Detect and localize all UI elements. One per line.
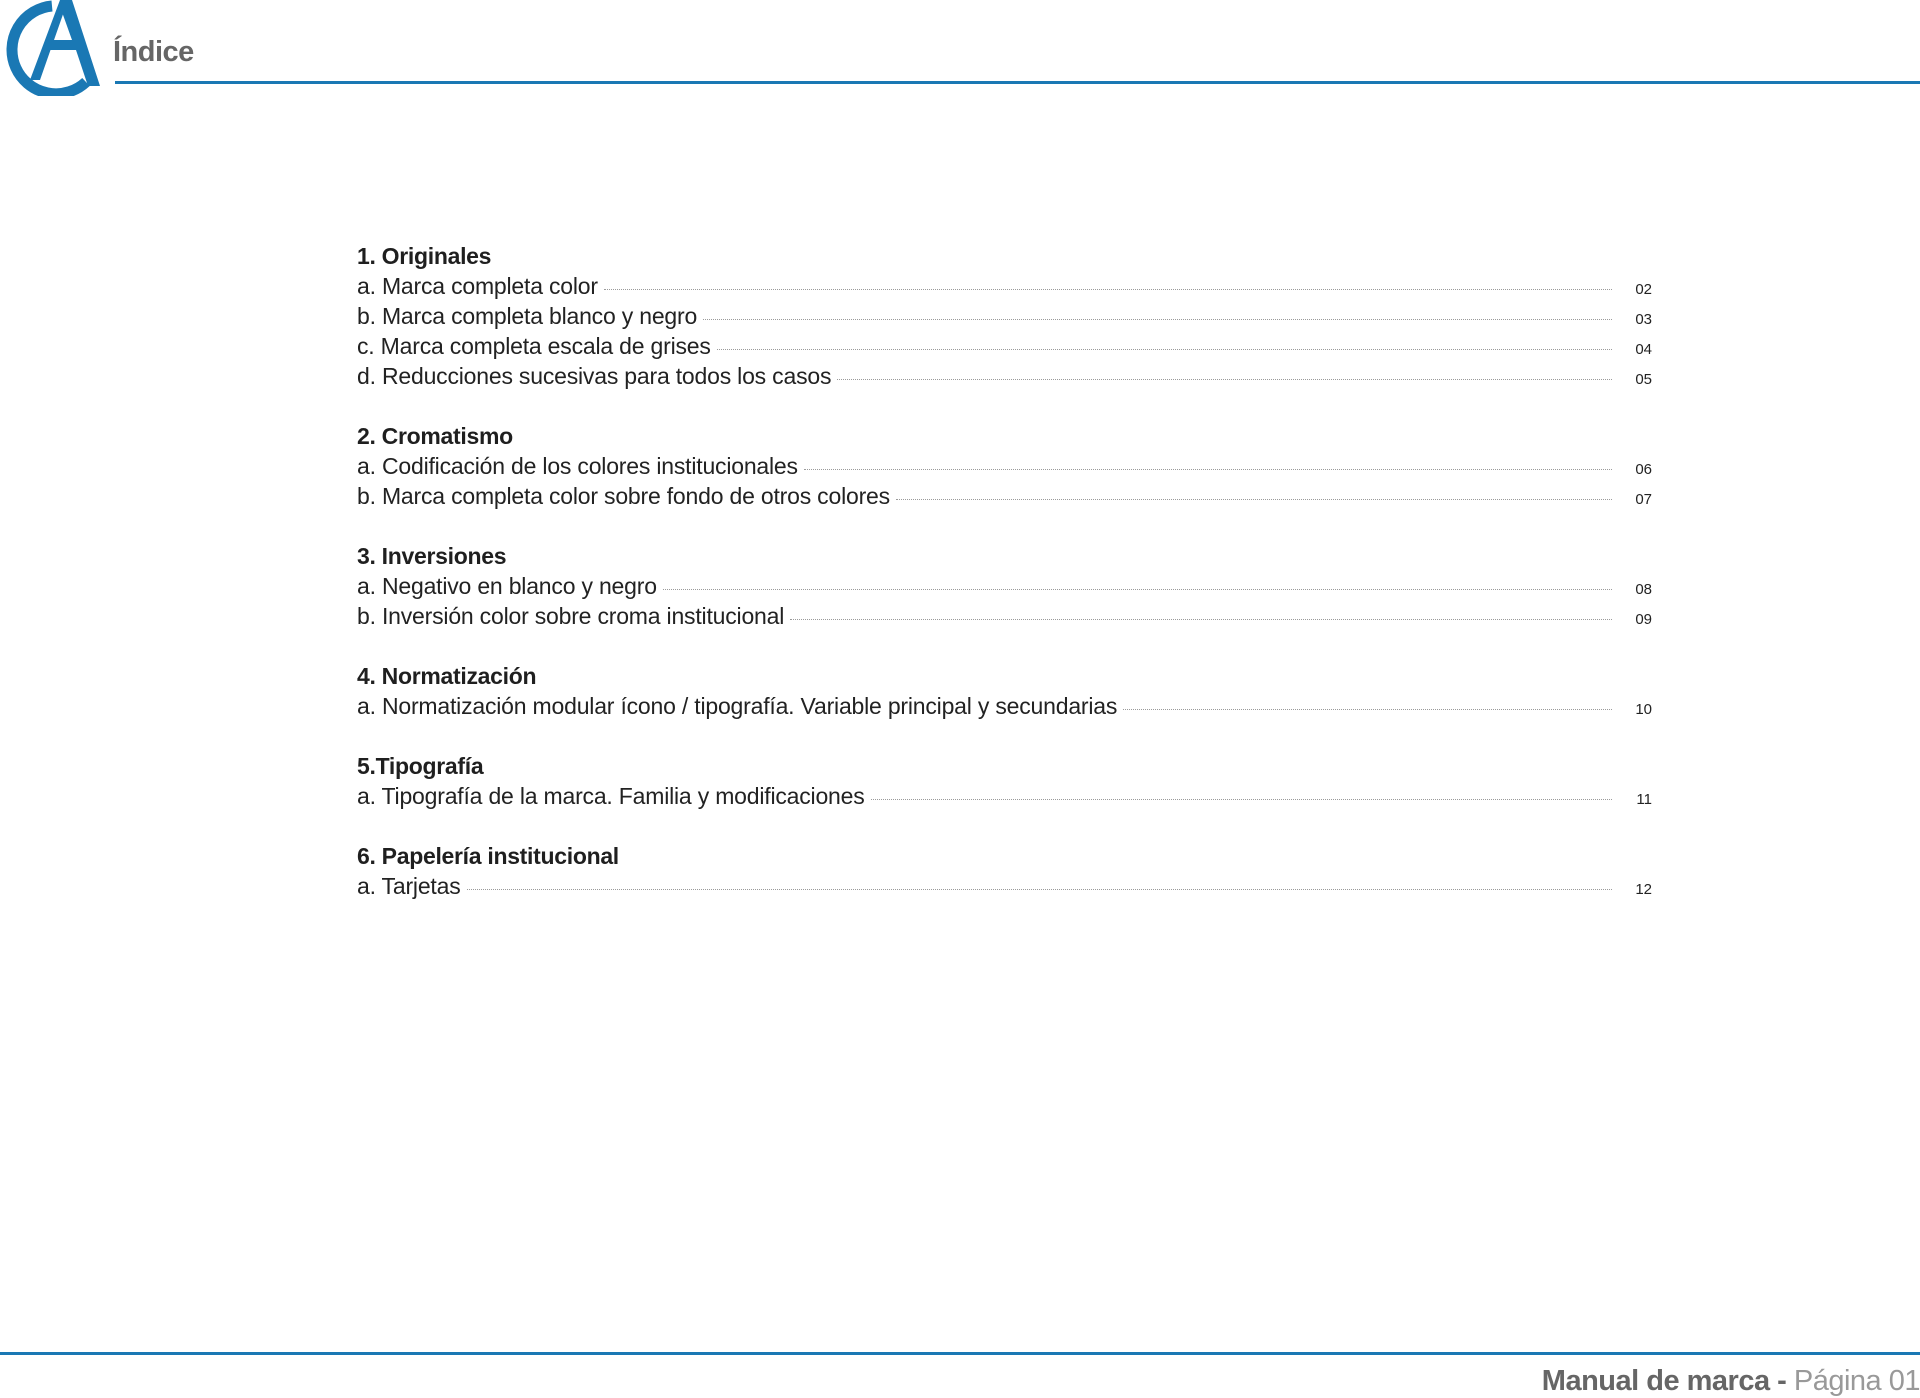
brand-logo-icon bbox=[0, 0, 100, 96]
dot-leader bbox=[837, 379, 1612, 380]
toc-entry-label: a. Tipografía de la marca. Familia y modificaciones bbox=[357, 783, 865, 809]
table-of-contents bbox=[357, 241, 1652, 931]
toc-section-title: 3. Inversiones bbox=[357, 543, 507, 569]
dot-leader bbox=[717, 349, 1612, 350]
dot-leader bbox=[871, 799, 1612, 800]
footer-page-number: Página 01 bbox=[1793, 1365, 1920, 1397]
dot-leader bbox=[703, 319, 1612, 320]
toc-entry-page: 12 bbox=[1635, 881, 1652, 898]
toc-entry-page: 02 bbox=[1635, 281, 1652, 298]
dot-leader bbox=[804, 469, 1612, 470]
toc-entry-page: 05 bbox=[1635, 371, 1652, 388]
toc-entry[interactable] bbox=[357, 271, 1652, 301]
toc-entry-label: a. Normatización modular ícono / tipografía. Variable principal y secundarias bbox=[357, 693, 1118, 719]
toc-entry-label: a. Negativo en blanco y negro bbox=[357, 573, 657, 599]
header-divider bbox=[115, 81, 1920, 84]
toc-entry[interactable] bbox=[357, 481, 1652, 511]
toc-entry-page: 08 bbox=[1635, 581, 1652, 598]
toc-section bbox=[357, 841, 1652, 901]
toc-section bbox=[357, 661, 1652, 721]
dot-leader bbox=[896, 499, 1612, 500]
page-title: Índice bbox=[113, 36, 194, 68]
toc-entry-label: a. Codificación de los colores institucionales bbox=[357, 453, 798, 479]
toc-section bbox=[357, 541, 1652, 631]
toc-entry-page: 06 bbox=[1635, 461, 1652, 478]
toc-entry-label: d. Reducciones sucesivas para todos los casos bbox=[357, 363, 832, 389]
toc-entry-page: 04 bbox=[1635, 341, 1652, 358]
toc-entry[interactable] bbox=[357, 571, 1652, 601]
toc-entry-label: a. Tarjetas bbox=[357, 873, 461, 899]
dot-leader bbox=[604, 289, 1612, 290]
toc-entry[interactable] bbox=[357, 781, 1652, 811]
toc-section bbox=[357, 241, 1652, 391]
toc-entry-page: 10 bbox=[1635, 701, 1652, 718]
toc-section-title: 1. Originales bbox=[357, 243, 492, 269]
toc-entry-page: 07 bbox=[1635, 491, 1652, 508]
footer-title: Manual de marca - bbox=[1541, 1365, 1794, 1397]
toc-entry[interactable] bbox=[357, 301, 1652, 331]
toc-entry[interactable] bbox=[357, 451, 1652, 481]
toc-entry[interactable] bbox=[357, 331, 1652, 361]
toc-section bbox=[357, 421, 1652, 511]
toc-entry-page: 03 bbox=[1635, 311, 1652, 328]
footer-divider bbox=[0, 1352, 1920, 1355]
dot-leader bbox=[663, 589, 1612, 590]
toc-entry-label: a. Marca completa color bbox=[357, 273, 598, 299]
dot-leader bbox=[467, 889, 1613, 890]
toc-entry[interactable] bbox=[357, 601, 1652, 631]
toc-section-title: 5.Tipografía bbox=[357, 753, 484, 779]
toc-section-title: 4. Normatización bbox=[357, 663, 537, 689]
toc-entry-page: 09 bbox=[1635, 611, 1652, 628]
page-footer bbox=[1542, 1364, 1920, 1398]
dot-leader bbox=[790, 619, 1612, 620]
toc-entry[interactable] bbox=[357, 691, 1652, 721]
toc-entry-label: b. Inversión color sobre croma institucional bbox=[357, 603, 785, 629]
toc-entry-label: b. Marca completa blanco y negro bbox=[357, 303, 698, 329]
toc-entry-page: 11 bbox=[1636, 791, 1652, 808]
toc-entry-label: c. Marca completa escala de grises bbox=[357, 333, 711, 359]
toc-section-title: 2. Cromatismo bbox=[357, 423, 513, 449]
toc-section-title: 6. Papelería institucional bbox=[357, 843, 619, 869]
dot-leader bbox=[1123, 709, 1612, 710]
toc-entry-label: b. Marca completa color sobre fondo de otros colores bbox=[357, 483, 890, 509]
toc-section bbox=[357, 751, 1652, 811]
toc-entry[interactable] bbox=[357, 871, 1652, 901]
toc-entry[interactable] bbox=[357, 361, 1652, 391]
